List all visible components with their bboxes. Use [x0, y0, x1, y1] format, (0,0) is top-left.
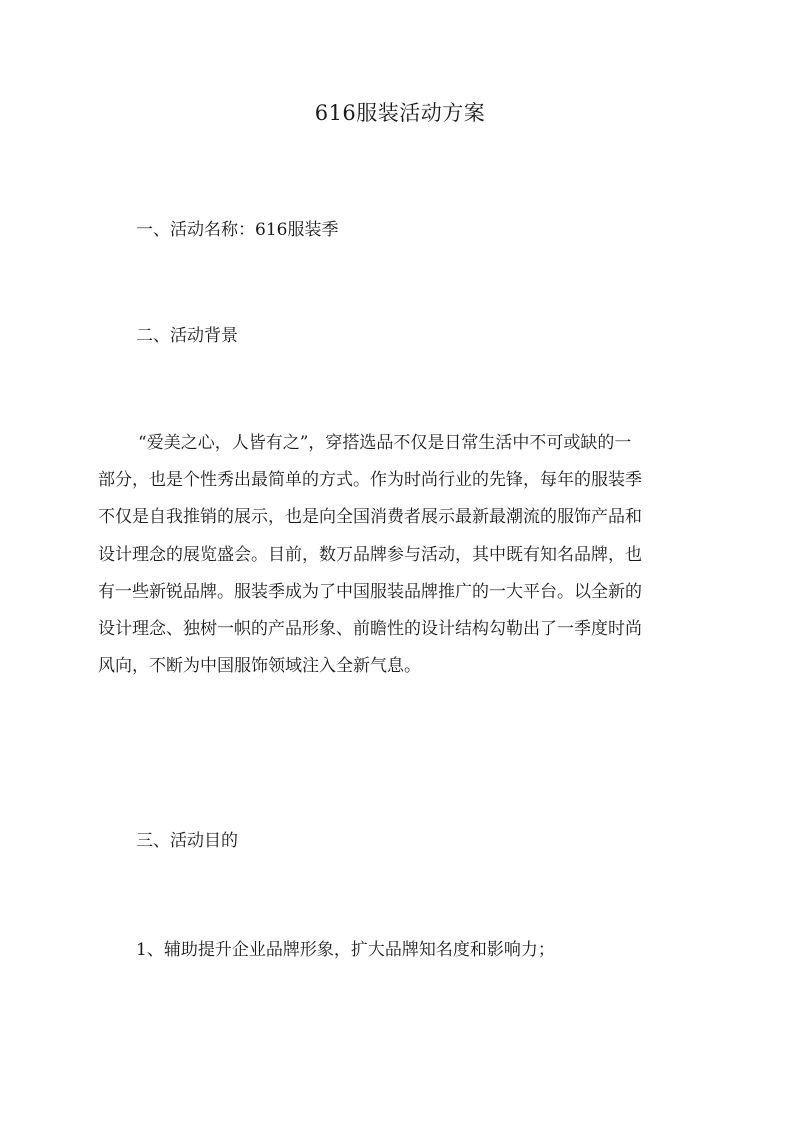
paragraph-line: 设计理念、独树一帜的产品形象、前瞻性的设计结构勾勒出了一季度时尚	[98, 619, 642, 640]
section-heading-activity-name: 一、活动名称：616服装季	[136, 220, 339, 240]
paragraph-line: 部分，也是个性秀出最简单的方式。作为时尚行业的先锋，每年的服装季	[98, 470, 642, 491]
paragraph-line: 有一些新锐品牌。服装季成为了中国服装品牌推广的一大平台。以全新的	[98, 581, 642, 602]
section-heading-background: 二、活动背景	[136, 326, 238, 346]
paragraph-line: “爱美之心，人皆有之”，穿搭选品不仅是日常生活中不可或缺的一	[138, 433, 632, 453]
paragraph-line: 设计理念的展览盛会。目前，数万品牌参与活动，其中既有知名品牌，也	[98, 544, 642, 565]
paragraph-line: 不仅是自我推销的展示，也是向全国消费者展示最新最潮流的服饰产品和	[98, 507, 642, 528]
paragraph-line: 风向，不断为中国服饰领域注入全新气息。	[98, 656, 421, 677]
background-paragraph	[98, 425, 708, 685]
document-title: 616服装活动方案	[314, 101, 486, 125]
purpose-list-item: 1、辅助提升企业品牌形象，扩大品牌知名度和影响力；	[136, 940, 555, 960]
section-heading-purpose: 三、活动目的	[136, 831, 238, 851]
